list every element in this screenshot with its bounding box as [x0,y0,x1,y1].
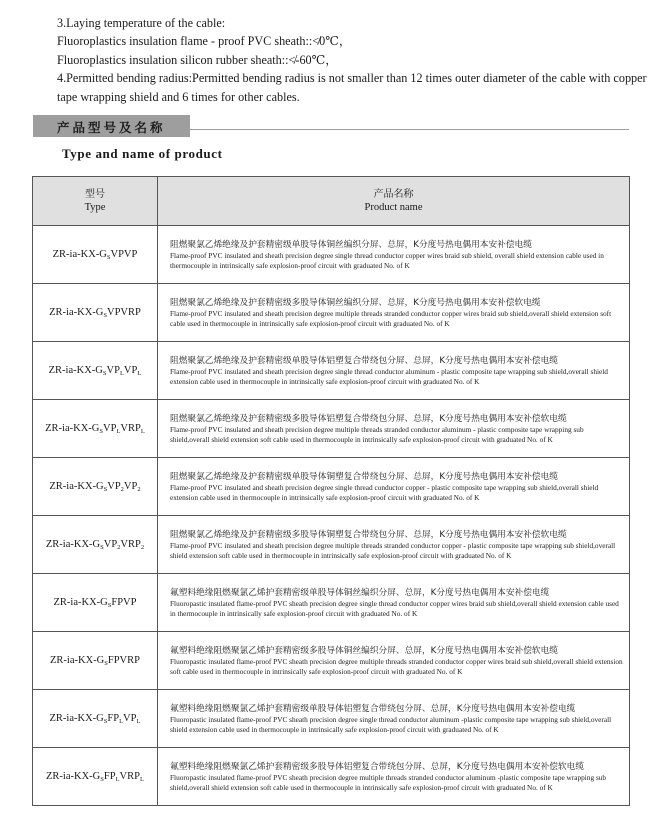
product-name-en: Fluoropastic insulated flame-proof PVC sheath precision degree multiple threads stranded conductor aluminum -plastic composite tape wrapping sub shield,overall shield extension soft cable used in thermocouple in intrinsically safe explosion-proof circuit with graduated No. of K [170,773,607,792]
model-type-part: VRP [120,538,141,550]
product-name-zh: 氟塑料绝缘阻燃聚氯乙烯护套精密级单股导体铝塑复合带绕包分屏、总屏，K分度号热电偶用本安补偿电缆 [170,704,576,715]
model-type-part: ZR-ia-KX-G [49,480,104,492]
product-name-zh: 氟塑料绝缘阻燃聚氯乙烯护套精密级单股导体铜丝编织分屏、总屏，K分度号热电偶用本安补偿电缆 [170,588,550,599]
model-type-part: VPVRP [107,306,141,318]
product-name-cell [158,400,630,458]
model-type-cell [33,632,158,690]
model-type-part: L [136,717,141,725]
model-type-cell [33,574,158,632]
intro-line: Fluoroplastics insulation flame - proof PVC sheath::≮0℃， [57,34,352,49]
product-name-zh: 氟塑料绝缘阻燃聚氯乙烯护套精密级多股导体铝塑复合带绕包分屏、总屏，K分度号热电偶用本安补偿软电缆 [170,762,585,773]
model-type-cell [33,690,158,748]
model-type-part: L [119,717,124,725]
table-row [33,400,630,458]
section-banner [33,115,629,137]
table-row [33,226,630,284]
product-name-cell [158,632,630,690]
section-subtitle: Type and name of product [62,146,223,161]
table-row [33,342,630,400]
product-name-en: Fluoropastic insulated flame-proof PVC sheath precision degree single thread conductor aluminum -plastic composite tape wrapping sub shield,overall shield extension cable used in thermocouple in intrinsically safe explosion-proof circuit with graduated No. of K [170,715,612,734]
product-name-cell [158,574,630,632]
model-type-part: S [107,601,112,609]
model-type-part: S [103,717,108,725]
table-row [33,458,630,516]
product-name-cell [158,516,630,574]
table-row [33,690,630,748]
model-type-part: ZR-ia-KX-G [49,712,104,724]
product-name-cell [158,690,630,748]
model-type-part: FP [107,712,120,724]
model-type-part: ZR-ia-KX-G [49,306,104,318]
product-name-en: Fluoropastic insulated flame-proof PVC sheath precision degree single thread conductor copper wires braid sub shield,overall shield extension cable used in thermocouple in intrinsically safe explosion-proof circuit with graduated No. of K [170,599,619,618]
product-name-zh: 阻燃聚氯乙烯绝缘及护套精密级单股导体铝塑复合带绕包分屏、总屏，K分度号热电偶用本安补偿电缆 [170,356,558,367]
section-title: 产品型号及名称 [57,120,166,135]
model-type-part: VP [103,538,118,550]
model-type-part: VP [123,712,137,724]
model-type-part: VP [123,364,138,376]
product-table [32,176,630,806]
name-header-zh: 产品名称 [373,189,414,200]
product-name-en: Flame-proof PVC insulated and sheath precision degree multiple threads stranded conductor copper - plastic composite tape wrapping sub shield,overall shield extension soft cable used in thermocouple in intrinsically safe explosion-proof circuit with graduated No. of K [170,541,616,560]
model-type-part: VRP [120,422,141,434]
section-banner-box [33,115,190,137]
product-name-en: Fluoropastic insulated flame-proof PVC sheath precision degree multiple threads stranded conductor copper wires braid sub shield,overall shield extension soft cable used in thermocouple in intrinsically safe explosion-proof circuit with graduated No. of K [170,657,623,676]
model-type-part: VP [107,480,121,492]
product-name-en: Flame-proof PVC insulated and sheath precision degree single thread conductor aluminum - plastic composite tape wrapping sub shield,overall shield extension cable used in thermocouple in intrinsically safe explosion-proof circuit with graduated No. of K [170,367,608,386]
model-type-part: ZR-ia-KX-G [52,248,107,260]
product-name-cell [158,226,630,284]
table-row [33,748,630,806]
product-name-zh: 氟塑料绝缘阻燃聚氯乙烯护套精密级多股导体铜丝编织分屏、总屏，K分度号热电偶用本安补偿软电缆 [170,646,558,657]
model-type-part: ZR-ia-KX-G [50,654,105,666]
model-type-part: FP [103,770,116,782]
model-type-part: VP [103,422,117,434]
table-row [33,516,630,574]
model-type-part: L [116,427,121,435]
table-body [33,226,630,806]
model-type-part: S [106,253,111,261]
model-type-part: ZR-ia-KX-G [45,538,101,550]
model-type-part: L [137,369,142,377]
table-row [33,574,630,632]
model-type-part: S [100,775,104,783]
model-type-cell [33,748,158,806]
product-name-cell [158,342,630,400]
type-header-en: Type [84,202,106,213]
model-type-cell [33,226,158,284]
model-type-part: S [103,485,108,493]
model-type-part: S [104,659,108,667]
intro-line: 3.Laying temperature of the cable: [57,16,226,30]
model-type-cell [33,342,158,400]
model-type-part: 2 [120,485,124,493]
product-name-en: Flame-proof PVC insulated and sheath precision degree multiple threads stranded conductor aluminum - plastic composite tape wrapping sub shield,overall shield extension soft cable used in thermocouple in intrinsically safe explosion-proof circuit with graduated No. of K [170,425,584,444]
model-type-part: 2 [140,543,145,551]
intro-line: 4.Permitted bending radius:Permitted bending radius is not smaller than 12 times outer diameter of the cable with copper tape wrapping shield and 6 times for other cables. [57,71,647,104]
table-row [33,632,630,690]
model-type-part: L [139,775,144,783]
model-type-part: S [103,311,107,319]
model-type-part: 2 [137,485,141,493]
name-column-header [158,177,630,226]
model-type-part: VP [106,364,120,376]
table-header-row [33,177,630,226]
product-name-zh: 阻燃聚氯乙烯绝缘及护套精密级多股导体铜塑复合带绕包分屏、总屏，K分度号热电偶用本安补偿软电缆 [170,530,567,541]
product-name-cell [158,458,630,516]
type-header-zh: 型号 [85,189,105,200]
intro-text [57,14,647,106]
product-name-cell [158,284,630,342]
product-name-cell [158,748,630,806]
model-type-part: ZR-ia-KX-G [53,596,108,608]
model-type-cell [33,284,158,342]
model-type-part: L [115,775,120,783]
model-type-part: VP [123,480,138,492]
type-column-header [33,177,158,226]
model-type-cell [33,400,158,458]
model-type-part: VRP [119,770,140,782]
product-name-zh: 阻燃聚氯乙烯绝缘及护套精密级多股导体铜丝编织分屏、总屏，K分度号热电偶用本安补偿软电缆 [170,298,541,309]
model-type-part: ZR-ia-KX-G [46,770,101,782]
model-type-part: ZR-ia-KX-G [48,364,103,376]
model-type-cell [33,458,158,516]
model-type-part: ZR-ia-KX-G [45,422,100,434]
section-divider [190,129,629,130]
product-name-zh: 阻燃聚氯乙烯绝缘及护套精密级单股导体铜塑复合带绕包分屏、总屏，K分度号热电偶用本安补偿电缆 [170,472,558,483]
product-name-zh: 阻燃聚氯乙烯绝缘及护套精密级单股导体铜丝编织分屏、总屏，K分度号热电偶用本安补偿电缆 [170,240,532,251]
model-type-part: L [140,427,145,435]
name-header-en: Product name [364,202,423,213]
product-name-en: Flame-proof PVC insulated and sheath precision degree single thread conductor copper wires braid sub shield, overall shield extension cable used in thermocouple in intrinsically safe explosion-proof circuit with graduated No. of K [170,251,604,270]
model-type-part: S [99,427,103,435]
model-type-part: FPVP [111,596,137,608]
model-type-part: FPVRP [107,654,140,666]
model-type-part: VPVP [110,248,138,260]
model-type-cell [33,516,158,574]
product-name-en: Flame-proof PVC insulated and sheath precision degree multiple threads stranded conductor copper wires braid sub shield,overall shield extension soft cable used in thermocouple in intrinsically safe explosion-proof circuit with graduated No. of K [170,309,612,328]
model-type-part: L [119,369,124,377]
table-row [33,284,630,342]
product-name-zh: 阻燃聚氯乙烯绝缘及护套精密级多股导体铝塑复合带绕包分屏、总屏，K分度号热电偶用本安补偿软电缆 [170,414,567,425]
model-type-part: S [100,543,104,551]
product-name-en: Flame-proof PVC insulated and sheath precision degree single thread conductor copper - plastic composite tape wrapping sub shield,overall shield extension cable used in thermocouple in intrinsically safe explosion-proof circuit with graduated No. of K [170,483,599,502]
model-type-part: S [102,369,107,377]
intro-line: Fluoroplastics insulation silicon rubber sheath::≮-60℃， [57,52,338,67]
model-type-part: 2 [117,543,121,551]
